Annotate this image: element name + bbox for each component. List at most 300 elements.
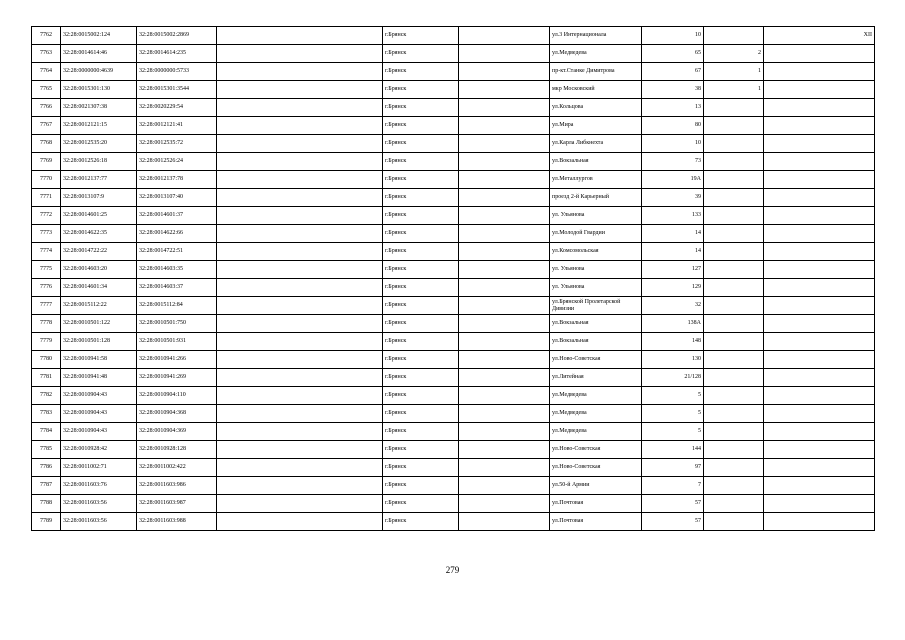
building-cell bbox=[704, 279, 764, 297]
house-number-cell: 19А bbox=[642, 171, 704, 189]
house-number-cell: 7 bbox=[642, 477, 704, 495]
empty-cell bbox=[459, 63, 550, 81]
cadastral-number-cell: 32:28:0014601:25 bbox=[61, 207, 137, 225]
object-cadastral-number-cell: 32:28:0013107:40 bbox=[137, 189, 217, 207]
city-cell: г.Брянск bbox=[383, 405, 459, 423]
building-cell bbox=[704, 495, 764, 513]
empty-cell bbox=[217, 315, 383, 333]
object-cadastral-number-cell: 32:28:0015301:3544 bbox=[137, 81, 217, 99]
table-row bbox=[32, 261, 875, 279]
letter-cell bbox=[764, 243, 875, 261]
letter-cell bbox=[764, 387, 875, 405]
house-number-cell: 148 bbox=[642, 333, 704, 351]
row-number-cell: 7773 bbox=[32, 225, 61, 243]
house-number-cell: 5 bbox=[642, 423, 704, 441]
table-row bbox=[32, 135, 875, 153]
building-cell bbox=[704, 387, 764, 405]
row-number-cell: 7764 bbox=[32, 63, 61, 81]
table-row bbox=[32, 81, 875, 99]
empty-cell bbox=[459, 477, 550, 495]
letter-cell bbox=[764, 441, 875, 459]
city-cell: г.Брянск bbox=[383, 117, 459, 135]
cadastral-number-cell: 32:28:0000000:4639 bbox=[61, 63, 137, 81]
letter-cell bbox=[764, 189, 875, 207]
object-cadastral-number-cell: 32:28:0014603:37 bbox=[137, 279, 217, 297]
street-cell: ул.50-й Армии bbox=[550, 477, 642, 495]
city-cell: г.Брянск bbox=[383, 477, 459, 495]
table-row bbox=[32, 117, 875, 135]
row-number-cell: 7763 bbox=[32, 45, 61, 63]
street-cell: ул.Почтовая bbox=[550, 495, 642, 513]
street-cell: пр-кт.Станке Димитрова bbox=[550, 63, 642, 81]
city-cell: г.Брянск bbox=[383, 45, 459, 63]
cadastral-number-cell: 32:28:0011603:76 bbox=[61, 477, 137, 495]
city-cell: г.Брянск bbox=[383, 261, 459, 279]
row-number-cell: 7770 bbox=[32, 171, 61, 189]
cadastral-number-cell: 32:28:0011603:56 bbox=[61, 495, 137, 513]
house-number-cell: 133 bbox=[642, 207, 704, 225]
cadastral-number-cell: 32:28:0015112:22 bbox=[61, 297, 137, 315]
table-row bbox=[32, 225, 875, 243]
empty-cell bbox=[459, 441, 550, 459]
cadastral-number-cell: 32:28:0010928:42 bbox=[61, 441, 137, 459]
object-cadastral-number-cell: 32:28:0010904:369 bbox=[137, 423, 217, 441]
row-number-cell: 7765 bbox=[32, 81, 61, 99]
table-row bbox=[32, 369, 875, 387]
cadastral-number-cell: 32:28:0014614:46 bbox=[61, 45, 137, 63]
house-number-cell: 73 bbox=[642, 153, 704, 171]
street-cell: ул.Медведева bbox=[550, 405, 642, 423]
house-number-cell: 127 bbox=[642, 261, 704, 279]
object-cadastral-number-cell: 32:28:0012535:72 bbox=[137, 135, 217, 153]
empty-cell bbox=[459, 243, 550, 261]
building-cell bbox=[704, 153, 764, 171]
object-cadastral-number-cell: 32:28:0012121:41 bbox=[137, 117, 217, 135]
letter-cell bbox=[764, 153, 875, 171]
table-row bbox=[32, 351, 875, 369]
letter-cell bbox=[764, 297, 875, 315]
building-cell bbox=[704, 315, 764, 333]
building-cell bbox=[704, 261, 764, 279]
city-cell: г.Брянск bbox=[383, 207, 459, 225]
empty-cell bbox=[459, 171, 550, 189]
city-cell: г.Брянск bbox=[383, 513, 459, 531]
letter-cell bbox=[764, 135, 875, 153]
row-number-cell: 7775 bbox=[32, 261, 61, 279]
empty-cell bbox=[217, 45, 383, 63]
street-cell: ул.Брянской Пролетарской Дивизии bbox=[550, 297, 642, 315]
building-cell bbox=[704, 297, 764, 315]
city-cell: г.Брянск bbox=[383, 27, 459, 45]
street-cell: проезд 2-й Карьерный bbox=[550, 189, 642, 207]
house-number-cell: 14 bbox=[642, 225, 704, 243]
letter-cell bbox=[764, 171, 875, 189]
cadastral-number-cell: 32:28:0011603:56 bbox=[61, 513, 137, 531]
building-cell bbox=[704, 333, 764, 351]
letter-cell bbox=[764, 81, 875, 99]
object-cadastral-number-cell: 32:28:0010904:368 bbox=[137, 405, 217, 423]
street-cell: ул.Комсомольская bbox=[550, 243, 642, 261]
table-row bbox=[32, 333, 875, 351]
object-cadastral-number-cell: 32:28:0011603:988 bbox=[137, 513, 217, 531]
letter-cell bbox=[764, 333, 875, 351]
object-cadastral-number-cell: 32:28:0012526:24 bbox=[137, 153, 217, 171]
street-cell: ул. Ульянова bbox=[550, 279, 642, 297]
empty-cell bbox=[217, 459, 383, 477]
street-cell: ул.Медведева bbox=[550, 45, 642, 63]
object-cadastral-number-cell: 32:28:0010941:269 bbox=[137, 369, 217, 387]
letter-cell bbox=[764, 63, 875, 81]
empty-cell bbox=[217, 243, 383, 261]
empty-cell bbox=[217, 477, 383, 495]
letter-cell bbox=[764, 279, 875, 297]
object-cadastral-number-cell: 32:28:0011603:987 bbox=[137, 495, 217, 513]
table-row bbox=[32, 27, 875, 45]
house-number-cell: 32 bbox=[642, 297, 704, 315]
house-number-cell: 5 bbox=[642, 405, 704, 423]
city-cell: г.Брянск bbox=[383, 369, 459, 387]
empty-cell bbox=[217, 81, 383, 99]
row-number-cell: 7784 bbox=[32, 423, 61, 441]
house-number-cell: 38 bbox=[642, 81, 704, 99]
empty-cell bbox=[459, 261, 550, 279]
object-cadastral-number-cell: 32:28:0014603:35 bbox=[137, 261, 217, 279]
letter-cell bbox=[764, 351, 875, 369]
street-cell: ул.Кольцова bbox=[550, 99, 642, 117]
building-cell bbox=[704, 351, 764, 369]
house-number-cell: 5 bbox=[642, 387, 704, 405]
house-number-cell: 14 bbox=[642, 243, 704, 261]
row-number-cell: 7762 bbox=[32, 27, 61, 45]
cadastral-number-cell: 32:28:0015301:130 bbox=[61, 81, 137, 99]
building-cell bbox=[704, 135, 764, 153]
cadastral-number-cell: 32:28:0010501:128 bbox=[61, 333, 137, 351]
cadastral-number-cell: 32:28:0010904:43 bbox=[61, 387, 137, 405]
table-row bbox=[32, 171, 875, 189]
street-cell: ул.Вокзальная bbox=[550, 315, 642, 333]
empty-cell bbox=[459, 279, 550, 297]
letter-cell bbox=[764, 423, 875, 441]
cadastral-number-cell: 32:28:0012121:15 bbox=[61, 117, 137, 135]
building-cell bbox=[704, 225, 764, 243]
building-cell: 2 bbox=[704, 45, 764, 63]
city-cell: г.Брянск bbox=[383, 225, 459, 243]
city-cell: г.Брянск bbox=[383, 297, 459, 315]
object-cadastral-number-cell: 32:28:0010928:128 bbox=[137, 441, 217, 459]
cadastral-number-cell: 32:28:0014622:35 bbox=[61, 225, 137, 243]
empty-cell bbox=[217, 117, 383, 135]
city-cell: г.Брянск bbox=[383, 423, 459, 441]
empty-cell bbox=[459, 405, 550, 423]
row-number-cell: 7774 bbox=[32, 243, 61, 261]
building-cell bbox=[704, 189, 764, 207]
city-cell: г.Брянск bbox=[383, 495, 459, 513]
empty-cell bbox=[217, 279, 383, 297]
letter-cell bbox=[764, 369, 875, 387]
building-cell bbox=[704, 369, 764, 387]
object-cadastral-number-cell: 32:28:0010904:110 bbox=[137, 387, 217, 405]
row-number-cell: 7781 bbox=[32, 369, 61, 387]
building-cell: 1 bbox=[704, 81, 764, 99]
city-cell: г.Брянск bbox=[383, 153, 459, 171]
table-row bbox=[32, 459, 875, 477]
street-cell: ул.Вокзальная bbox=[550, 153, 642, 171]
row-number-cell: 7769 bbox=[32, 153, 61, 171]
cadastral-number-cell: 32:28:0012535:20 bbox=[61, 135, 137, 153]
building-cell bbox=[704, 459, 764, 477]
empty-cell bbox=[459, 387, 550, 405]
empty-cell bbox=[459, 99, 550, 117]
row-number-cell: 7776 bbox=[32, 279, 61, 297]
city-cell: г.Брянск bbox=[383, 243, 459, 261]
empty-cell bbox=[217, 405, 383, 423]
object-cadastral-number-cell: 32:28:0000000:5733 bbox=[137, 63, 217, 81]
house-number-cell: 130 bbox=[642, 351, 704, 369]
object-cadastral-number-cell: 32:28:0012137:78 bbox=[137, 171, 217, 189]
object-cadastral-number-cell: 32:28:0014722:51 bbox=[137, 243, 217, 261]
empty-cell bbox=[217, 441, 383, 459]
letter-cell bbox=[764, 99, 875, 117]
table-row bbox=[32, 45, 875, 63]
house-number-cell: 13 bbox=[642, 99, 704, 117]
house-number-cell: 129 bbox=[642, 279, 704, 297]
street-cell: ул.Ново-Советская bbox=[550, 459, 642, 477]
empty-cell bbox=[217, 297, 383, 315]
object-cadastral-number-cell: 32:28:0020229:54 bbox=[137, 99, 217, 117]
street-cell: ул. Ульянова bbox=[550, 261, 642, 279]
house-number-cell: 65 bbox=[642, 45, 704, 63]
house-number-cell: 57 bbox=[642, 495, 704, 513]
cadastral-number-cell: 32:28:0010501:122 bbox=[61, 315, 137, 333]
empty-cell bbox=[459, 297, 550, 315]
street-cell: ул.Мира bbox=[550, 117, 642, 135]
house-number-cell: 138А bbox=[642, 315, 704, 333]
row-number-cell: 7786 bbox=[32, 459, 61, 477]
building-cell bbox=[704, 441, 764, 459]
table-row bbox=[32, 387, 875, 405]
row-number-cell: 7779 bbox=[32, 333, 61, 351]
empty-cell bbox=[217, 171, 383, 189]
empty-cell bbox=[217, 153, 383, 171]
letter-cell bbox=[764, 225, 875, 243]
city-cell: г.Брянск bbox=[383, 351, 459, 369]
object-cadastral-number-cell: 32:28:0014622:66 bbox=[137, 225, 217, 243]
city-cell: г.Брянск bbox=[383, 279, 459, 297]
cadastral-number-cell: 32:28:0013107:9 bbox=[61, 189, 137, 207]
cadastral-number-cell: 32:28:0010941:48 bbox=[61, 369, 137, 387]
empty-cell bbox=[459, 189, 550, 207]
building-cell bbox=[704, 243, 764, 261]
row-number-cell: 7787 bbox=[32, 477, 61, 495]
street-cell: ул.Медведева bbox=[550, 387, 642, 405]
empty-cell bbox=[459, 225, 550, 243]
empty-cell bbox=[459, 153, 550, 171]
street-cell: ул.Медведева bbox=[550, 423, 642, 441]
letter-cell bbox=[764, 117, 875, 135]
street-cell: ул. Ульянова bbox=[550, 207, 642, 225]
empty-cell bbox=[459, 423, 550, 441]
building-cell bbox=[704, 117, 764, 135]
building-cell: 1 bbox=[704, 63, 764, 81]
empty-cell bbox=[217, 135, 383, 153]
empty-cell bbox=[217, 27, 383, 45]
house-number-cell: 39 bbox=[642, 189, 704, 207]
empty-cell bbox=[217, 387, 383, 405]
city-cell: г.Брянск bbox=[383, 441, 459, 459]
empty-cell bbox=[459, 81, 550, 99]
registry-table bbox=[31, 26, 875, 531]
table-row bbox=[32, 477, 875, 495]
page-number: 279 bbox=[445, 565, 460, 575]
object-cadastral-number-cell: 32:28:0010501:750 bbox=[137, 315, 217, 333]
empty-cell bbox=[217, 369, 383, 387]
object-cadastral-number-cell: 32:28:0014601:37 bbox=[137, 207, 217, 225]
street-cell: мкр Московский bbox=[550, 81, 642, 99]
object-cadastral-number-cell: 32:28:0011002:422 bbox=[137, 459, 217, 477]
table-row bbox=[32, 315, 875, 333]
empty-cell bbox=[459, 495, 550, 513]
letter-cell bbox=[764, 477, 875, 495]
street-cell: ул.Карла Либкнехта bbox=[550, 135, 642, 153]
table-body bbox=[32, 27, 875, 531]
empty-cell bbox=[459, 315, 550, 333]
empty-cell bbox=[459, 135, 550, 153]
street-cell: ул.Почтовая bbox=[550, 513, 642, 531]
row-number-cell: 7771 bbox=[32, 189, 61, 207]
row-number-cell: 7778 bbox=[32, 315, 61, 333]
empty-cell bbox=[459, 333, 550, 351]
cadastral-number-cell: 32:28:0015002:124 bbox=[61, 27, 137, 45]
city-cell: г.Брянск bbox=[383, 459, 459, 477]
house-number-cell: 97 bbox=[642, 459, 704, 477]
letter-cell bbox=[764, 495, 875, 513]
building-cell bbox=[704, 477, 764, 495]
street-cell: ул.Ново-Советская bbox=[550, 441, 642, 459]
city-cell: г.Брянск bbox=[383, 81, 459, 99]
table-row bbox=[32, 513, 875, 531]
house-number-cell: 67 bbox=[642, 63, 704, 81]
table-row bbox=[32, 99, 875, 117]
house-number-cell: 57 bbox=[642, 513, 704, 531]
cadastral-number-cell: 32:28:0010904:43 bbox=[61, 405, 137, 423]
object-cadastral-number-cell: 32:28:0014614:235 bbox=[137, 45, 217, 63]
street-cell: ул.Ново-Советская bbox=[550, 351, 642, 369]
cadastral-number-cell: 32:28:0012526:18 bbox=[61, 153, 137, 171]
letter-cell bbox=[764, 405, 875, 423]
house-number-cell: 144 bbox=[642, 441, 704, 459]
house-number-cell: 80 bbox=[642, 117, 704, 135]
table-row bbox=[32, 441, 875, 459]
city-cell: г.Брянск bbox=[383, 171, 459, 189]
table-row bbox=[32, 405, 875, 423]
city-cell: г.Брянск bbox=[383, 99, 459, 117]
street-cell: ул.Литейная bbox=[550, 369, 642, 387]
table-row bbox=[32, 495, 875, 513]
cadastral-number-cell: 32:28:0010904:43 bbox=[61, 423, 137, 441]
empty-cell bbox=[217, 207, 383, 225]
row-number-cell: 7777 bbox=[32, 297, 61, 315]
cadastral-number-cell: 32:28:0011002:71 bbox=[61, 459, 137, 477]
empty-cell bbox=[217, 351, 383, 369]
letter-cell bbox=[764, 315, 875, 333]
city-cell: г.Брянск bbox=[383, 63, 459, 81]
letter-cell bbox=[764, 261, 875, 279]
street-cell: ул.3 Интернационала bbox=[550, 27, 642, 45]
house-number-cell: 21/128 bbox=[642, 369, 704, 387]
row-number-cell: 7783 bbox=[32, 405, 61, 423]
empty-cell bbox=[459, 369, 550, 387]
street-cell: ул.Молодой Гвардии bbox=[550, 225, 642, 243]
row-number-cell: 7789 bbox=[32, 513, 61, 531]
empty-cell bbox=[217, 189, 383, 207]
row-number-cell: 7788 bbox=[32, 495, 61, 513]
row-number-cell: 7785 bbox=[32, 441, 61, 459]
letter-cell: XII bbox=[764, 27, 875, 45]
row-number-cell: 7782 bbox=[32, 387, 61, 405]
building-cell bbox=[704, 171, 764, 189]
table-row bbox=[32, 189, 875, 207]
empty-cell bbox=[459, 117, 550, 135]
table-row bbox=[32, 153, 875, 171]
cadastral-number-cell: 32:28:0012137:77 bbox=[61, 171, 137, 189]
row-number-cell: 7772 bbox=[32, 207, 61, 225]
letter-cell bbox=[764, 207, 875, 225]
cadastral-number-cell: 32:28:0021307:38 bbox=[61, 99, 137, 117]
cadastral-number-cell: 32:28:0014722:22 bbox=[61, 243, 137, 261]
table-row bbox=[32, 423, 875, 441]
row-number-cell: 7766 bbox=[32, 99, 61, 117]
city-cell: г.Брянск bbox=[383, 333, 459, 351]
city-cell: г.Брянск bbox=[383, 135, 459, 153]
empty-cell bbox=[459, 459, 550, 477]
table-row bbox=[32, 279, 875, 297]
building-cell bbox=[704, 423, 764, 441]
empty-cell bbox=[217, 261, 383, 279]
building-cell bbox=[704, 99, 764, 117]
object-cadastral-number-cell: 32:28:0015002:2869 bbox=[137, 27, 217, 45]
object-cadastral-number-cell: 32:28:0010501:931 bbox=[137, 333, 217, 351]
letter-cell bbox=[764, 45, 875, 63]
cadastral-number-cell: 32:28:0014603:20 bbox=[61, 261, 137, 279]
object-cadastral-number-cell: 32:28:0010941:266 bbox=[137, 351, 217, 369]
object-cadastral-number-cell: 32:28:0011603:986 bbox=[137, 477, 217, 495]
row-number-cell: 7767 bbox=[32, 117, 61, 135]
house-number-cell: 10 bbox=[642, 135, 704, 153]
row-number-cell: 7768 bbox=[32, 135, 61, 153]
empty-cell bbox=[217, 225, 383, 243]
city-cell: г.Брянск bbox=[383, 189, 459, 207]
table-row bbox=[32, 63, 875, 81]
row-number-cell: 7780 bbox=[32, 351, 61, 369]
empty-cell bbox=[459, 351, 550, 369]
city-cell: г.Брянск bbox=[383, 387, 459, 405]
building-cell bbox=[704, 513, 764, 531]
building-cell bbox=[704, 27, 764, 45]
city-cell: г.Брянск bbox=[383, 315, 459, 333]
street-cell: ул.Металлургов bbox=[550, 171, 642, 189]
table-row bbox=[32, 207, 875, 225]
empty-cell bbox=[459, 27, 550, 45]
empty-cell bbox=[217, 513, 383, 531]
house-number-cell: 10 bbox=[642, 27, 704, 45]
empty-cell bbox=[217, 99, 383, 117]
table-row bbox=[32, 243, 875, 261]
cadastral-number-cell: 32:28:0010941:58 bbox=[61, 351, 137, 369]
cadastral-number-cell: 32:28:0014601:34 bbox=[61, 279, 137, 297]
building-cell bbox=[704, 207, 764, 225]
letter-cell bbox=[764, 459, 875, 477]
empty-cell bbox=[459, 45, 550, 63]
